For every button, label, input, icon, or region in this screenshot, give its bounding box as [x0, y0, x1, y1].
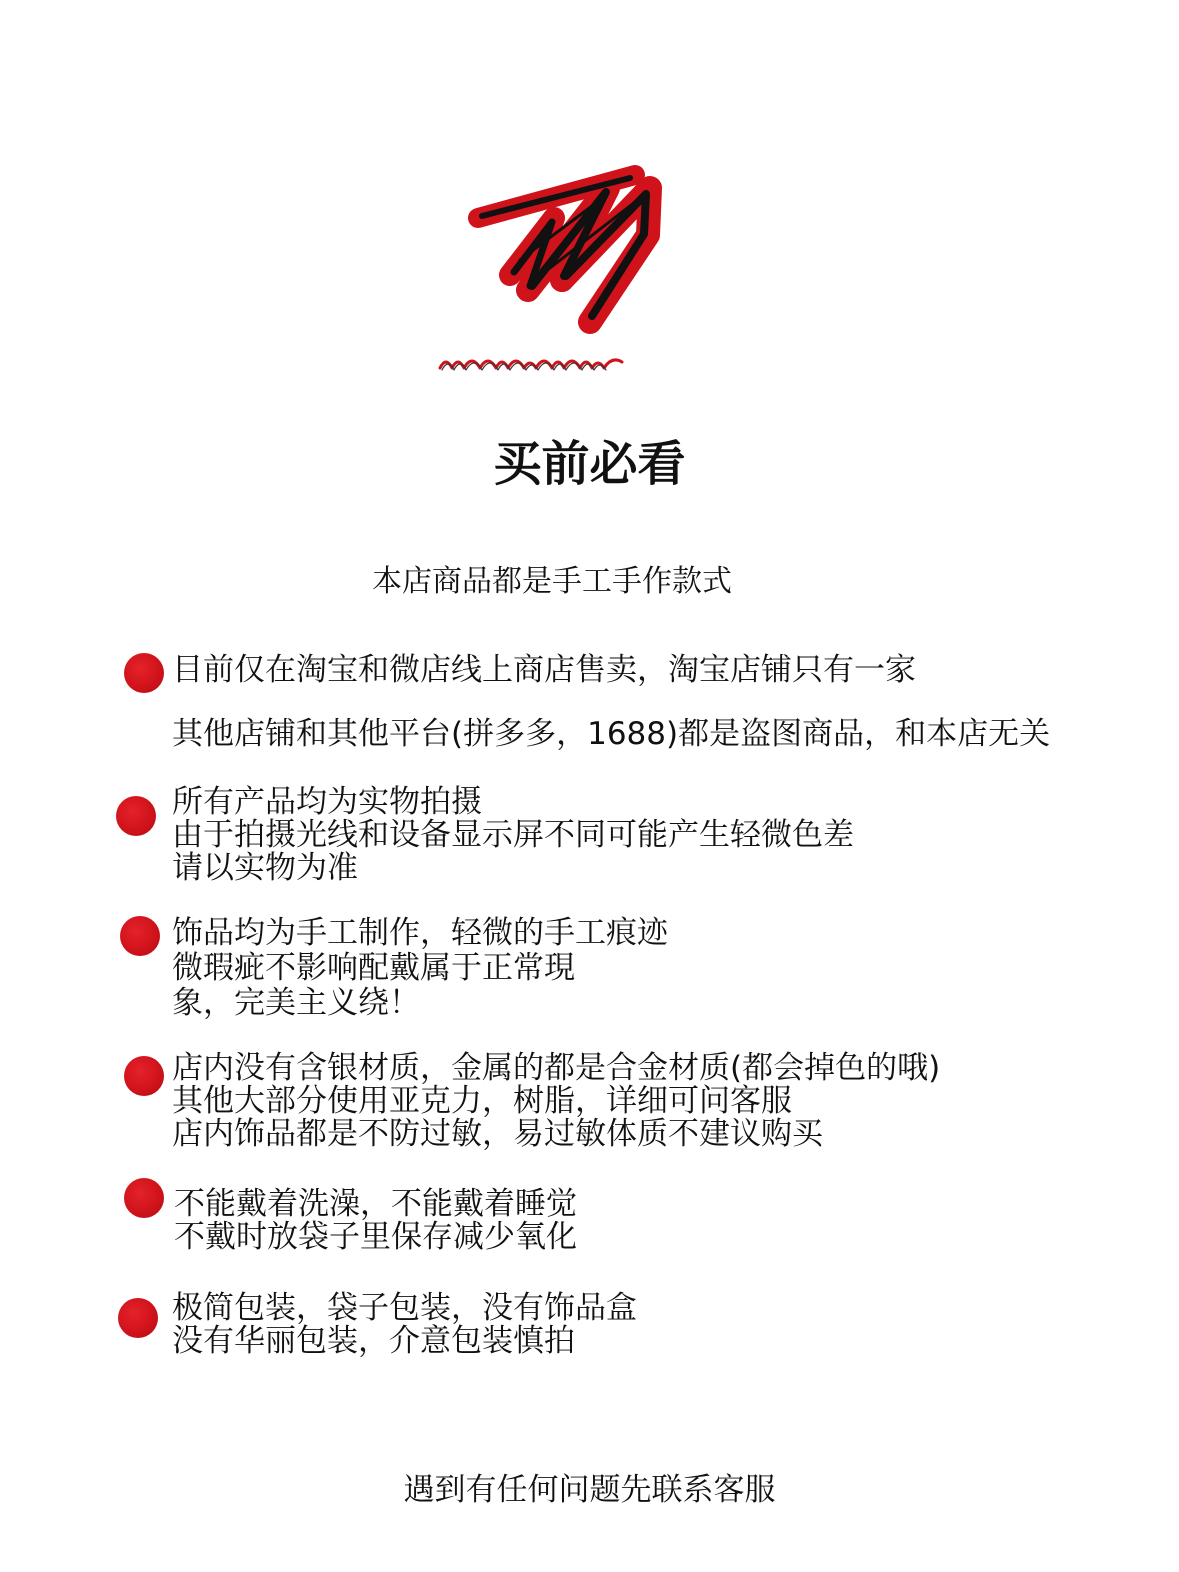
bullet-dot [120, 916, 160, 956]
notice-line: 没有华丽包装，介意包装慎拍 [172, 1323, 575, 1359]
notice-line: 饰品均为手工制作，轻微的手工痕迹 [172, 915, 668, 951]
notice-line: 由于拍摄光线和设备显示屏不同可能产生轻微色差 [172, 817, 854, 853]
bullet-dot [124, 1178, 164, 1218]
bullet-dot [124, 653, 164, 693]
notice-line: 极简包装，袋子包装，没有饰品盒 [172, 1290, 637, 1326]
bullet-dot [116, 796, 156, 836]
notice-line: 象，完美主义绕！ [172, 985, 420, 1021]
bullet-dot [124, 1056, 164, 1096]
notice-line: 所有产品均为实物拍摄 [172, 784, 482, 820]
notice-line: 目前仅在淘宝和微店线上商店售卖，淘宝店铺只有一家 [172, 652, 916, 688]
notice-line: 请以实物为准 [172, 850, 358, 886]
page-title: 买前必看 [493, 436, 686, 492]
footer-note: 遇到有任何问题先联系客服 [403, 1472, 776, 1508]
notice-line: 微瑕疵不影响配戴属于正常現 [172, 950, 575, 986]
bullet-dot [118, 1298, 158, 1338]
notice-line: 店内没有含银材质，金属的都是合金材质(都会掉色的哦) [172, 1050, 941, 1086]
notice-line: 店内饰品都是不防过敏，易过敏体质不建议购买 [172, 1116, 823, 1152]
brand-logo [430, 140, 700, 380]
notice-line: 不戴时放袋子里保存减少氧化 [174, 1219, 577, 1255]
notice-line: 不能戴着洗澡，不能戴着睡觉 [174, 1186, 577, 1222]
notice-line: 其他店铺和其他平台(拼多多，1688)都是盗图商品，和本店无关 [172, 716, 1051, 752]
notice-line: 其他大部分使用亚克力，树脂，详细可问客服 [172, 1083, 792, 1119]
subtitle: 本店商品都是手工手作款式 [372, 564, 732, 599]
